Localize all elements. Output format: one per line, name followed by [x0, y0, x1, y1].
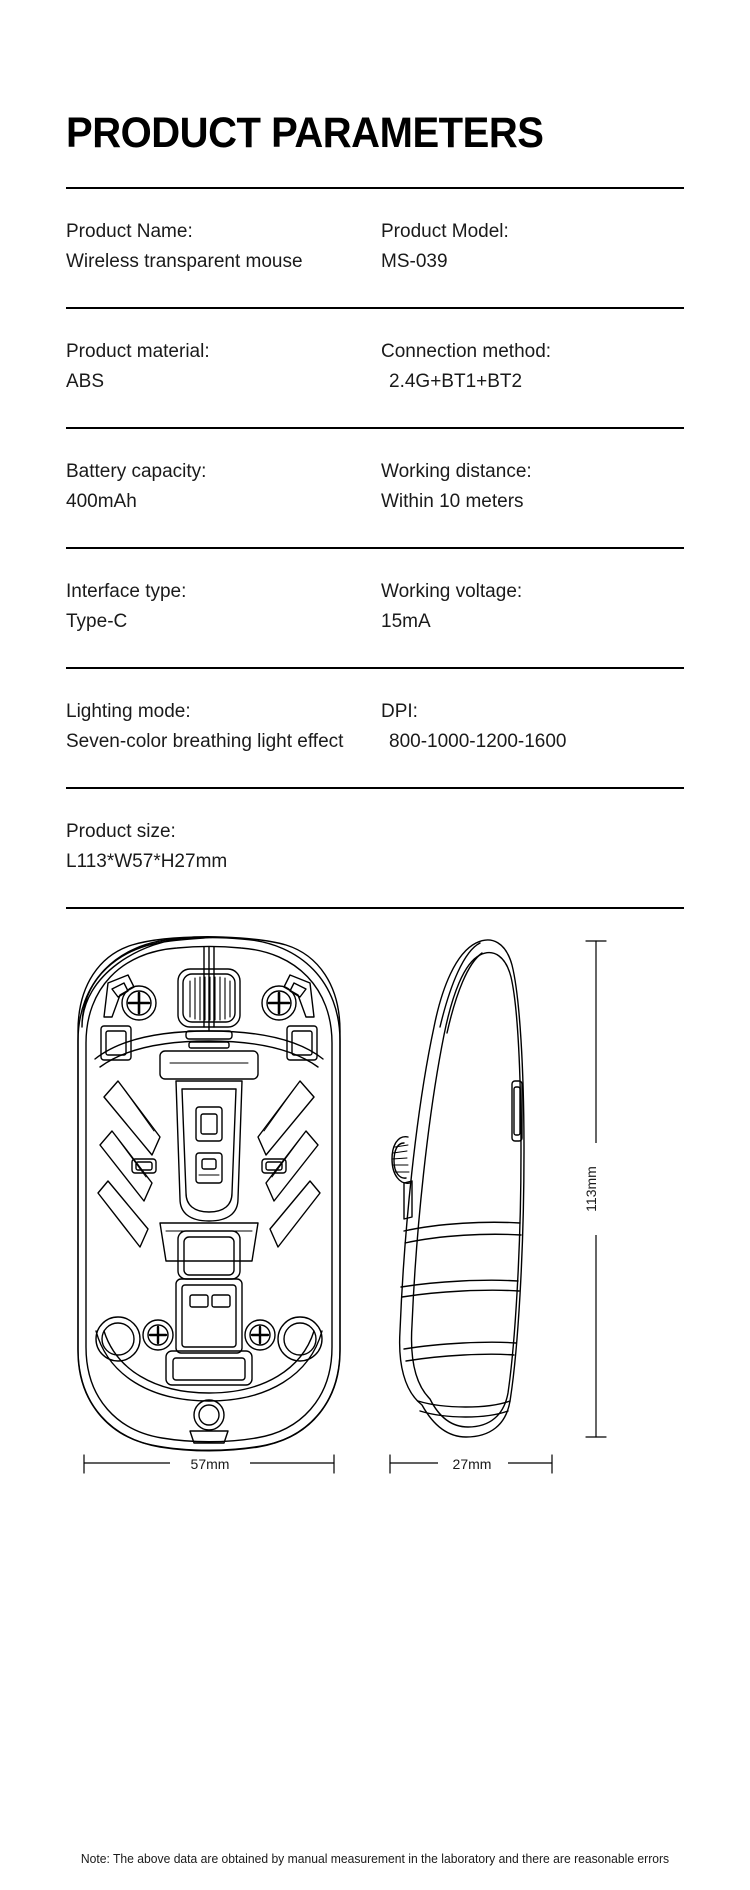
spec-table [66, 155, 684, 909]
spec-cell-right [375, 457, 684, 517]
spec-cell-left [66, 217, 375, 277]
spec-label: Lighting mode: [66, 701, 191, 722]
spec-value: MS-039 [381, 251, 448, 272]
footer-note: Note: The above data are obtained by manual measurement in the laboratory and there are reasonable errors [80, 1852, 670, 1866]
technical-drawing-area [0, 909, 750, 1491]
mouse-side-view-drawing [392, 940, 524, 1437]
spec-cell-left [66, 577, 375, 637]
spec-cell-left [66, 697, 375, 757]
spec-label: Product Model: [381, 221, 509, 242]
spec-cell-left [66, 817, 684, 877]
mouse-top-view-drawing [78, 937, 340, 1451]
spec-value: 2.4G+BT1+BT2 [389, 371, 523, 392]
spec-cell-right [375, 337, 684, 397]
spec-cell-right [375, 577, 684, 637]
spec-value: ABS [66, 371, 105, 392]
spec-value: Seven-color breathing light effect [66, 731, 344, 752]
table-row [66, 789, 684, 907]
spec-value: 15mA [381, 611, 431, 632]
title-block [0, 0, 750, 155]
table-row [66, 429, 684, 547]
spec-cell-right [375, 697, 684, 757]
spec-cell-right [375, 217, 684, 277]
spec-value: 800-1000-1200-1600 [389, 731, 567, 752]
spec-cell-left [66, 337, 375, 397]
spec-label: Working voltage: [381, 581, 523, 602]
spec-value: Within 10 meters [381, 491, 524, 512]
spec-cell-left [66, 457, 375, 517]
table-row [66, 309, 684, 427]
page-title: PRODUCT PARAMETERS [66, 109, 544, 157]
dimension-label-length: 113mm [583, 1166, 599, 1212]
spec-label: DPI: [381, 701, 418, 722]
dimension-label-depth: 27mm [452, 1456, 492, 1472]
table-row [66, 189, 684, 307]
spec-label: Connection method: [381, 341, 552, 362]
spec-label: Product size: [66, 821, 176, 842]
dimension-label-width: 57mm [190, 1456, 230, 1472]
spec-value: Type-C [66, 611, 128, 632]
spec-label: Working distance: [381, 461, 532, 482]
mouse-technical-drawing [0, 931, 750, 1491]
spec-value: 400mAh [66, 491, 137, 512]
spec-label: Interface type: [66, 581, 187, 602]
spec-label: Product material: [66, 341, 210, 362]
spec-label: Product Name: [66, 221, 193, 242]
spec-label: Battery capacity: [66, 461, 207, 482]
table-row [66, 549, 684, 667]
table-row [66, 669, 684, 787]
spec-value: Wireless transparent mouse [66, 251, 303, 272]
spec-value: L113*W57*H27mm [66, 851, 228, 872]
